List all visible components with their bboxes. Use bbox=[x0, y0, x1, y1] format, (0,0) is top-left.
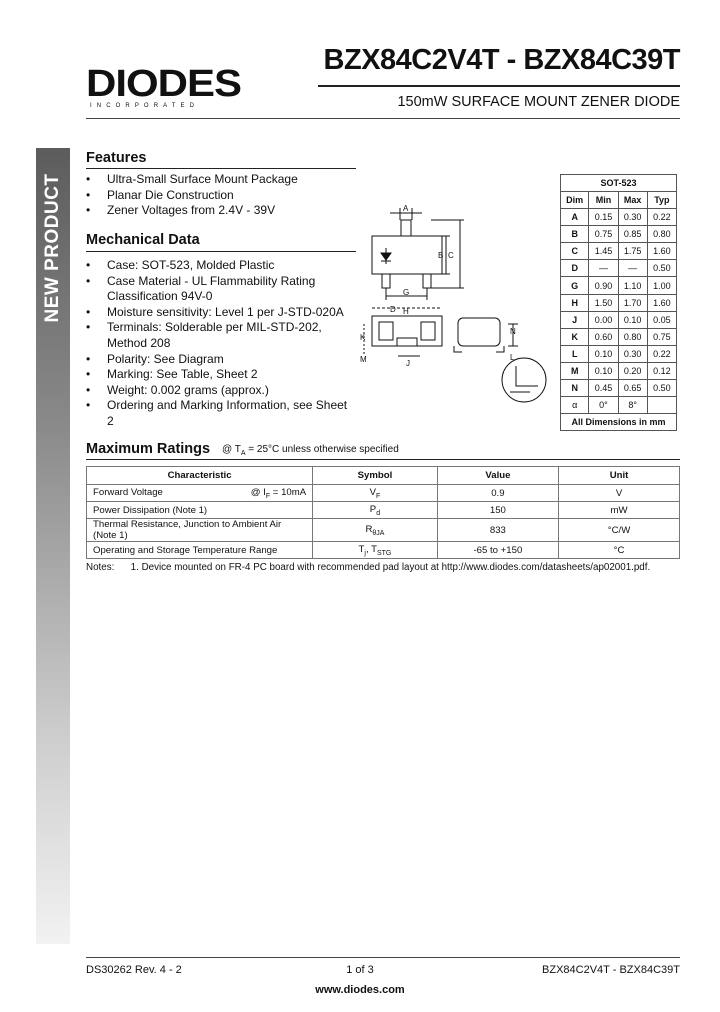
rating-value: 833 bbox=[437, 519, 558, 542]
rating-unit: °C/W bbox=[559, 519, 680, 542]
rating-value: -65 to +150 bbox=[437, 542, 558, 559]
rating-value: 150 bbox=[437, 502, 558, 519]
table-row bbox=[87, 519, 680, 542]
rating-symbol bbox=[313, 485, 438, 502]
dim-cell: 0.22 bbox=[647, 345, 676, 362]
rating-sym-sub2: STG bbox=[376, 549, 392, 557]
dim-cell: 0.00 bbox=[589, 311, 618, 328]
rating-unit: mW bbox=[559, 502, 680, 519]
dim-label-c: C bbox=[448, 251, 454, 260]
dim-cell: 0.20 bbox=[618, 362, 647, 379]
footer-part: BZX84C2V4T - BZX84C39T bbox=[542, 964, 680, 976]
table-row bbox=[561, 397, 677, 414]
dim-cell: 0.30 bbox=[618, 345, 647, 362]
table-row bbox=[561, 362, 677, 379]
dim-label-j: J bbox=[406, 359, 410, 368]
rating-sym-rest: , T bbox=[365, 543, 377, 555]
dim-label-n: N bbox=[510, 327, 516, 336]
rating-unit: °C bbox=[559, 542, 680, 559]
ratings-condition-rest: = 25°C unless otherwise specified bbox=[245, 444, 399, 455]
rating-unit: V bbox=[559, 485, 680, 502]
dim-header: Typ bbox=[647, 192, 676, 209]
dim-cell: 1.10 bbox=[618, 277, 647, 294]
dim-cell: C bbox=[561, 243, 589, 260]
list-item: • Case Material - UL Flammability Rating Classification 94V-0 bbox=[86, 274, 327, 305]
dim-cell: G bbox=[561, 277, 589, 294]
rating-characteristic: Operating and Storage Temperature Range bbox=[87, 542, 313, 559]
ratings-header: Unit bbox=[559, 467, 680, 485]
dim-cell: K bbox=[561, 328, 589, 345]
footer-url[interactable]: www.diodes.com bbox=[315, 984, 405, 996]
dim-label-k: K bbox=[360, 333, 366, 342]
rating-cond-rest: = 10mA bbox=[270, 486, 307, 498]
list-item: • Polarity: See Diagram bbox=[86, 352, 356, 368]
part-title: BZX84C2V4T - BZX84C39T bbox=[323, 44, 680, 76]
list-item: • Terminals: Solderable per MIL-STD-202, Method 208 bbox=[86, 320, 347, 351]
table-row bbox=[561, 380, 677, 397]
dim-cell: 0.12 bbox=[647, 362, 676, 379]
ratings-header: Value bbox=[437, 467, 558, 485]
dim-cell: 0.75 bbox=[647, 328, 676, 345]
ratings-header: Symbol bbox=[313, 467, 438, 485]
dim-cell: 0.80 bbox=[647, 226, 676, 243]
dim-cell: 0.45 bbox=[589, 380, 618, 397]
ratings-condition-sub: A bbox=[240, 450, 246, 457]
table-row bbox=[561, 209, 677, 226]
dim-cell: — bbox=[589, 260, 618, 277]
ratings-condition-prefix: @ T bbox=[222, 444, 241, 455]
dim-cell: 0.50 bbox=[647, 260, 676, 277]
list-item: • Ultra-Small Surface Mount Package bbox=[86, 172, 356, 188]
rating-characteristic: Power Dissipation (Note 1) bbox=[87, 502, 313, 519]
rating-characteristic bbox=[87, 485, 313, 502]
dim-cell: — bbox=[618, 260, 647, 277]
table-row bbox=[561, 345, 677, 362]
dim-label-g: G bbox=[403, 288, 410, 297]
dim-cell: 1.70 bbox=[618, 294, 647, 311]
rating-sym-sub: θJA bbox=[372, 529, 385, 537]
dim-cell: M bbox=[561, 362, 589, 379]
dim-cell: 1.60 bbox=[647, 243, 676, 260]
list-item: • Zener Voltages from 2.4V - 39V bbox=[86, 203, 356, 219]
rating-char-text: Forward Voltage bbox=[93, 486, 163, 498]
dim-label-d: D bbox=[390, 305, 396, 314]
dim-cell: 8° bbox=[618, 397, 647, 414]
rating-sym-sub: j bbox=[364, 549, 366, 557]
dim-cell: 0.10 bbox=[618, 311, 647, 328]
rating-sym: T bbox=[358, 543, 365, 555]
table-row bbox=[561, 328, 677, 345]
dim-cell: 0.90 bbox=[589, 277, 618, 294]
rating-cond-prefix: @ I bbox=[250, 486, 266, 498]
dim-cell: 1.75 bbox=[618, 243, 647, 260]
dim-cell: 1.60 bbox=[647, 294, 676, 311]
rating-condition bbox=[251, 487, 306, 500]
dim-cell: 0.60 bbox=[589, 328, 618, 345]
dimensions-table bbox=[560, 174, 677, 431]
dim-label-h: H bbox=[403, 307, 409, 316]
list-item: • Case: SOT-523, Molded Plastic bbox=[86, 258, 356, 274]
rating-symbol bbox=[313, 519, 438, 542]
table-row bbox=[561, 294, 677, 311]
mechanical-title: Mechanical Data bbox=[86, 232, 200, 248]
package-outline-diagram bbox=[350, 200, 550, 410]
table-row bbox=[561, 243, 677, 260]
sidebar-label-wrap bbox=[36, 148, 70, 348]
dim-cell: B bbox=[561, 226, 589, 243]
table-row bbox=[561, 311, 677, 328]
list-item: • Weight: 0.002 grams (approx.) bbox=[86, 383, 356, 399]
table-row bbox=[561, 260, 677, 277]
rating-characteristic: Thermal Resistance, Junction to Ambient Air (Note 1) bbox=[87, 519, 313, 542]
notes bbox=[86, 562, 650, 573]
part-subtitle: 150mW SURFACE MOUNT ZENER DIODE bbox=[397, 94, 680, 110]
dim-cell: N bbox=[561, 380, 589, 397]
dim-cell bbox=[647, 397, 676, 414]
dim-cell: 0.05 bbox=[647, 311, 676, 328]
ratings-header: Characteristic bbox=[87, 467, 313, 485]
rating-cond-sub: F bbox=[265, 492, 271, 500]
features-list bbox=[86, 172, 356, 219]
mechanical-list bbox=[86, 258, 356, 430]
rating-sym: V bbox=[369, 486, 376, 498]
dim-cell: 0.65 bbox=[618, 380, 647, 397]
notes-label: Notes: bbox=[86, 562, 115, 573]
footer-doc-number: DS30262 Rev. 4 - 2 bbox=[86, 964, 182, 976]
ratings-title: Maximum Ratings bbox=[86, 441, 211, 457]
title-rule bbox=[318, 85, 680, 87]
dim-cell: L bbox=[561, 345, 589, 362]
ratings-condition bbox=[222, 444, 399, 457]
dim-cell: 0.75 bbox=[589, 226, 618, 243]
ratings-rule bbox=[86, 459, 680, 460]
features-rule bbox=[86, 168, 356, 169]
dim-header: Max bbox=[618, 192, 647, 209]
dim-cell: 0.10 bbox=[589, 345, 618, 362]
rating-sym-sub: F bbox=[376, 492, 381, 500]
note-item: 1. Device mounted on FR-4 PC board with recommended pad layout at http://www.diodes.com/datasheets/ap02001.pdf. bbox=[130, 562, 651, 573]
dim-table-package: SOT-523 bbox=[561, 175, 677, 192]
rating-sym: P bbox=[369, 503, 377, 515]
ratings-table bbox=[86, 466, 680, 559]
dim-table-footer: All Dimensions in mm bbox=[561, 414, 677, 431]
dim-cell: 1.45 bbox=[589, 243, 618, 260]
dim-cell: 0.50 bbox=[647, 380, 676, 397]
footer-page-number: 1 of 3 bbox=[346, 964, 374, 976]
list-item: • Moisture sensitivity: Level 1 per J-STD-020A bbox=[86, 305, 356, 321]
dim-cell: 1.00 bbox=[647, 277, 676, 294]
dim-cell: α bbox=[561, 397, 589, 414]
rating-symbol bbox=[313, 542, 438, 559]
dim-cell: A bbox=[561, 209, 589, 226]
table-row bbox=[87, 502, 680, 519]
dim-label-a: A bbox=[403, 204, 409, 213]
dim-label-l: L bbox=[510, 353, 515, 362]
rating-sym-sub: d bbox=[376, 509, 381, 517]
rating-symbol bbox=[313, 502, 438, 519]
dim-cell: 0.10 bbox=[589, 362, 618, 379]
dim-cell: D bbox=[561, 260, 589, 277]
features-title: Features bbox=[86, 150, 147, 166]
dim-header: Min bbox=[589, 192, 618, 209]
dim-cell: J bbox=[561, 311, 589, 328]
table-row bbox=[561, 277, 677, 294]
header-rule bbox=[86, 118, 680, 119]
dim-cell: 0.80 bbox=[618, 328, 647, 345]
list-item: • Ordering and Marking Information, see Sheet 2 bbox=[86, 398, 356, 429]
mechanical-rule bbox=[86, 251, 356, 252]
list-item: • Marking: See Table, Sheet 2 bbox=[86, 367, 356, 383]
dim-cell: 1.50 bbox=[589, 294, 618, 311]
sidebar-label: NEW PRODUCT bbox=[42, 173, 63, 323]
footer-rule bbox=[86, 957, 680, 958]
list-item: • Planar Die Construction bbox=[86, 188, 356, 204]
dim-cell: 0° bbox=[589, 397, 618, 414]
table-row bbox=[561, 226, 677, 243]
dim-cell: 0.22 bbox=[647, 209, 676, 226]
rating-value: 0.9 bbox=[437, 485, 558, 502]
company-logo-subtitle: INCORPORATED bbox=[90, 103, 200, 109]
dim-label-m: M bbox=[360, 355, 367, 364]
dim-header: Dim bbox=[561, 192, 589, 209]
dim-cell: 0.15 bbox=[589, 209, 618, 226]
dim-label-b: B bbox=[438, 251, 444, 260]
table-row bbox=[87, 542, 680, 559]
rating-sym: R bbox=[365, 523, 373, 535]
dim-cell: H bbox=[561, 294, 589, 311]
company-logo: DIODES bbox=[86, 62, 242, 105]
table-row bbox=[87, 485, 680, 502]
dim-cell: 0.30 bbox=[618, 209, 647, 226]
dim-cell: 0.85 bbox=[618, 226, 647, 243]
